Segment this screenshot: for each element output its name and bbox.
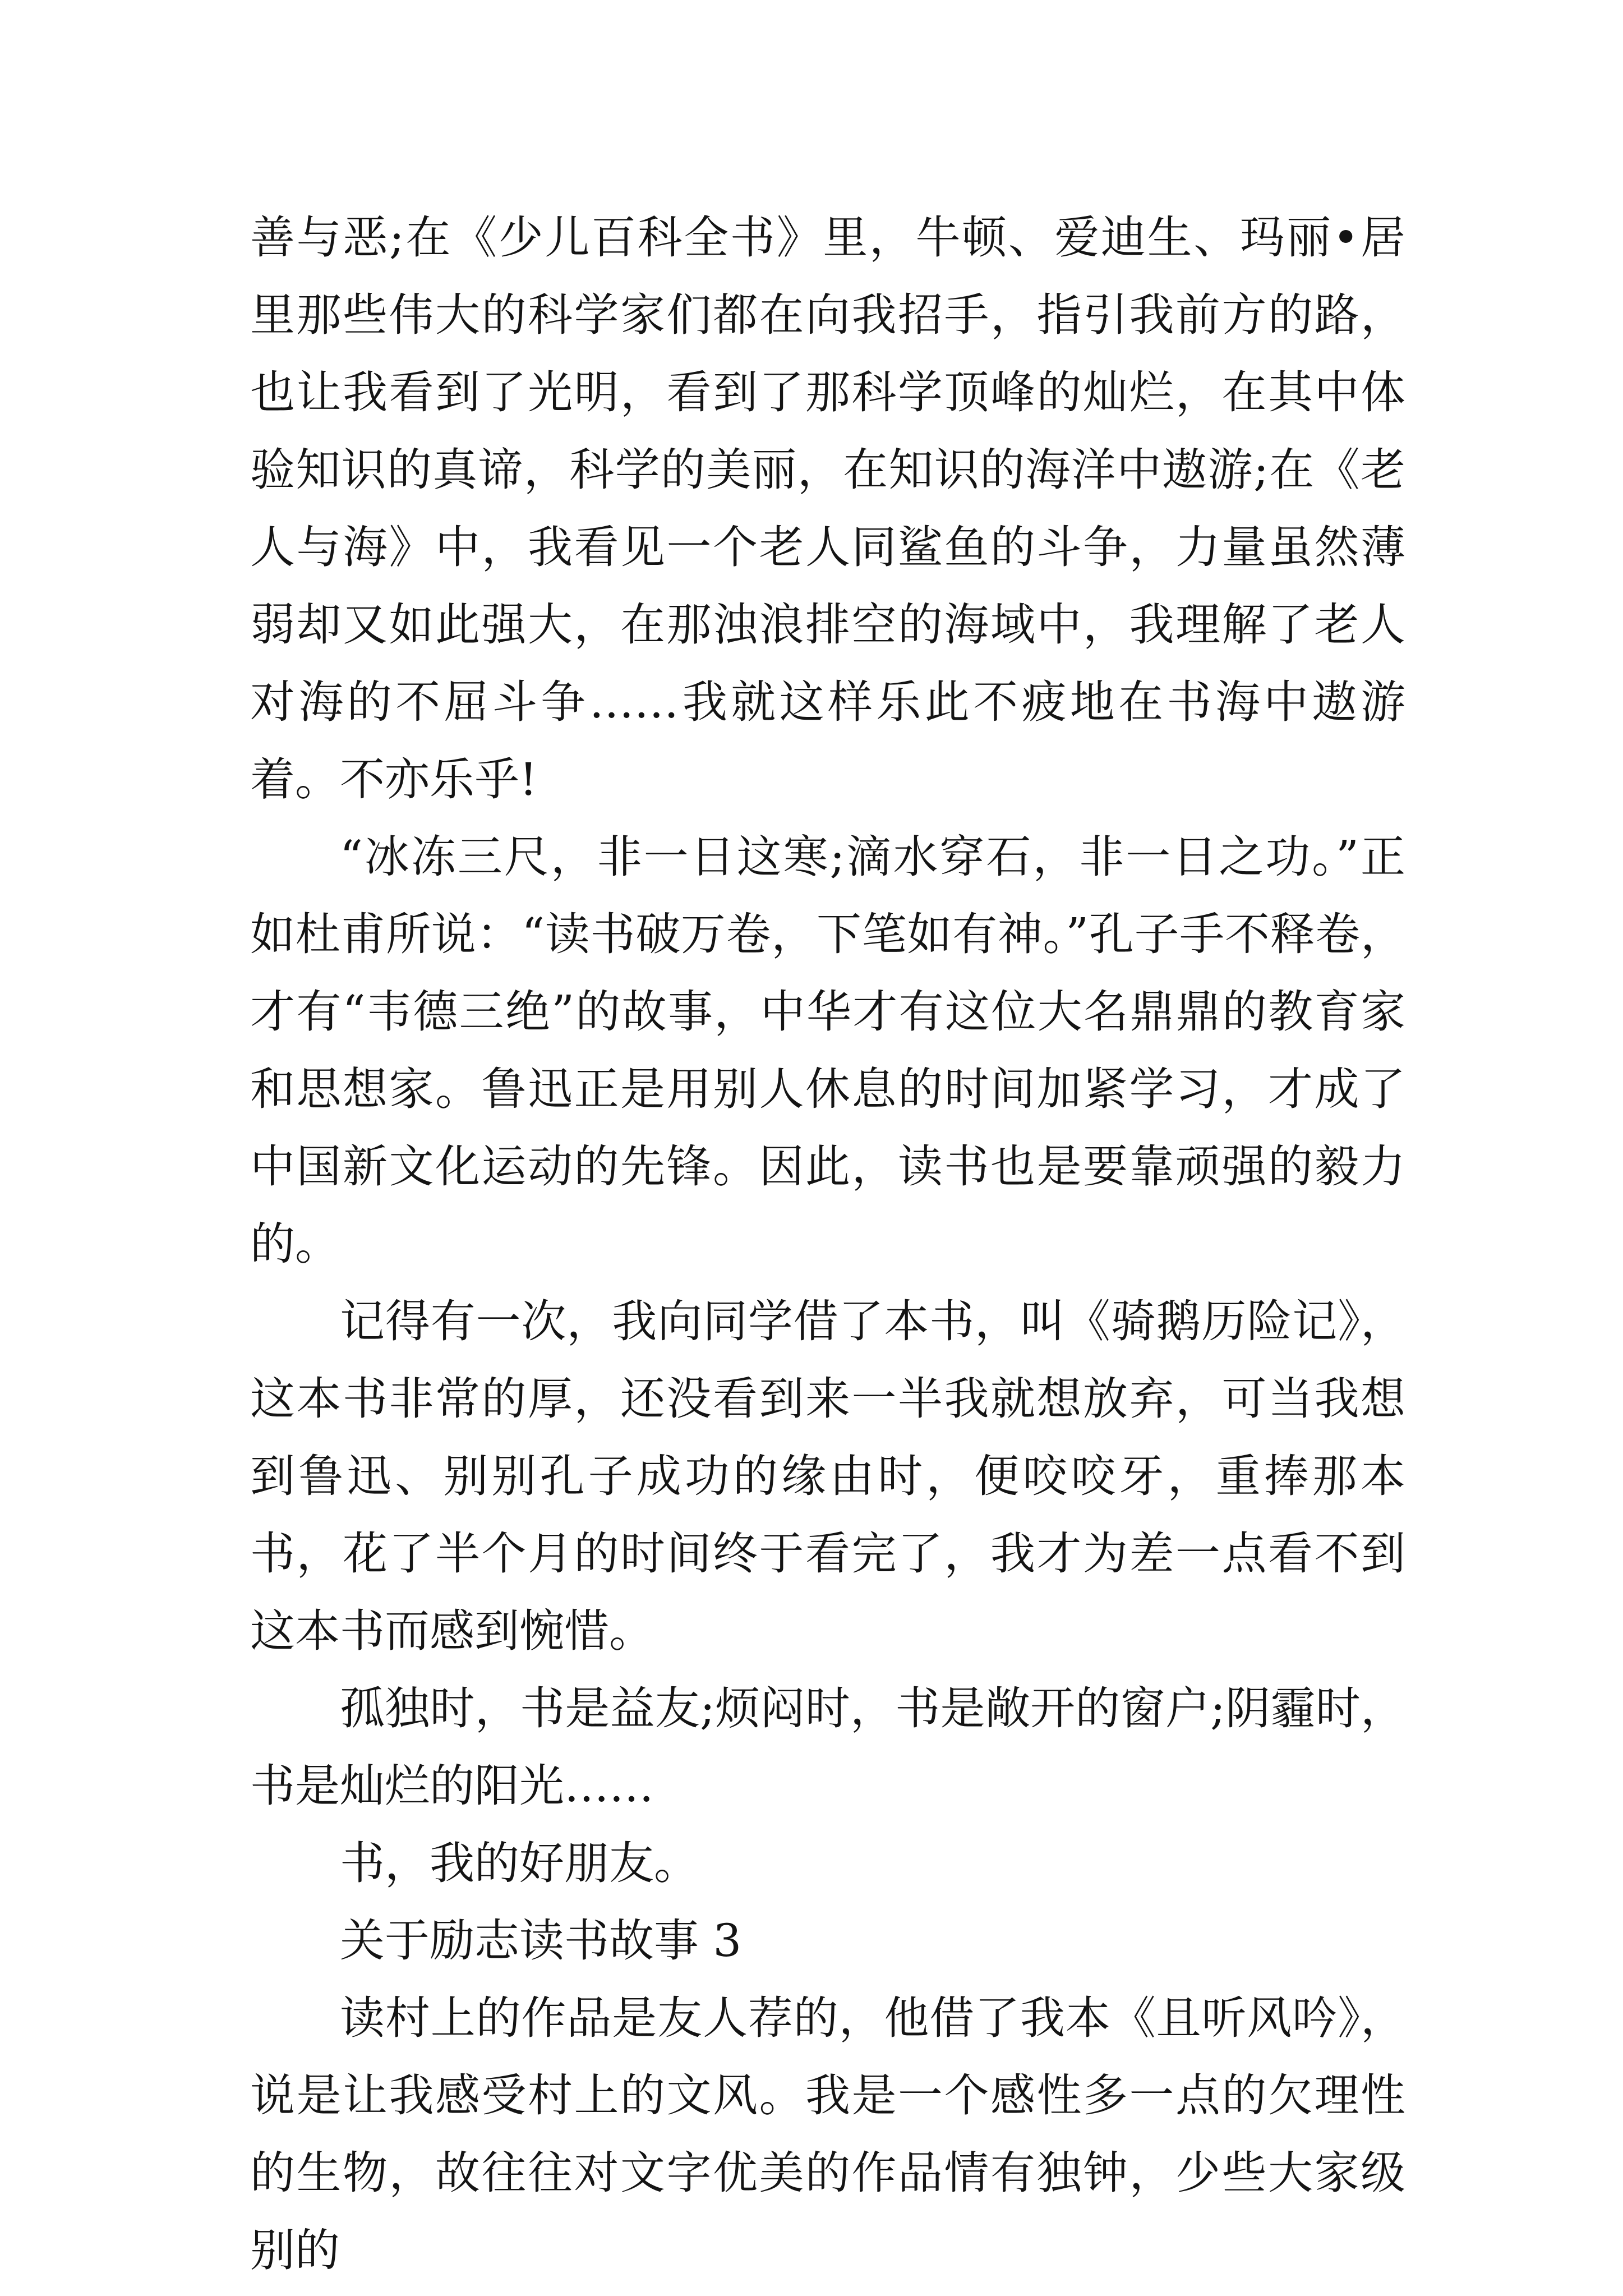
paragraph-2: “冰冻三尺，非一日这寒;滴水穿石，非一日之功。”正如杜甫所说：“读书破万卷，下笔如有神。”孔子手不释卷，才有“韦德三绝”的故事，中华才有这位大名鼎鼎的教育家和思想家。鲁迅正是用别人休息的时间加紧学习，才成了中国新文化运动的先锋。因此，读书也是要靠顽强的毅力的。 [250, 831, 1405, 1270]
paragraph-1: 善与恶;在《少儿百科全书》里，牛顿、爱迪生、玛丽•居里那些伟大的科学家们都在向我招手，指引我前方的路，也让我看到了光明，看到了那科学顶峰的灿烂，在其中体验知识的真谛，科学的美丽，在知识的海洋中遨游;在《老人与海》中，我看见一个老人同鲨鱼的斗争，力量虽然薄弱却又如此强大，在那浊浪排空的海域中，我理解了老人对海的不屈斗争……我就这样乐此不疲地在书海中遨游着。不亦乐乎! [250, 211, 1405, 806]
paragraph-3: 记得有一次，我向同学借了本书，叫《骑鹅历险记》，这本书非常的厚，还没看到来一半我就想放弃，可当我想到鲁迅、别别孔子成功的缘由时，便咬咬牙，重捧那本书，花了半个月的时间终于看完了，我才为差一点看不到这本书而感到惋惜。 [250, 1295, 1405, 1657]
section-heading: 关于励志读书故事 3 [340, 1915, 742, 1967]
paragraph-4: 孤独时，书是益友;烦闷时，书是敞开的窗户;阴霾时，书是灿烂的阳光…… [250, 1682, 1405, 1812]
paragraph-5: 书，我的好朋友。 [340, 1837, 699, 1889]
document-body [250, 199, 1405, 2289]
paragraph-6: 读村上的作品是友人荐的，他借了我本《且听风吟》，说是让我感受村上的文风。我是一个感性多一点的欠理性的生物，故往往对文字优美的作品情有独钟，少些大家级别的 [250, 1992, 1405, 2276]
